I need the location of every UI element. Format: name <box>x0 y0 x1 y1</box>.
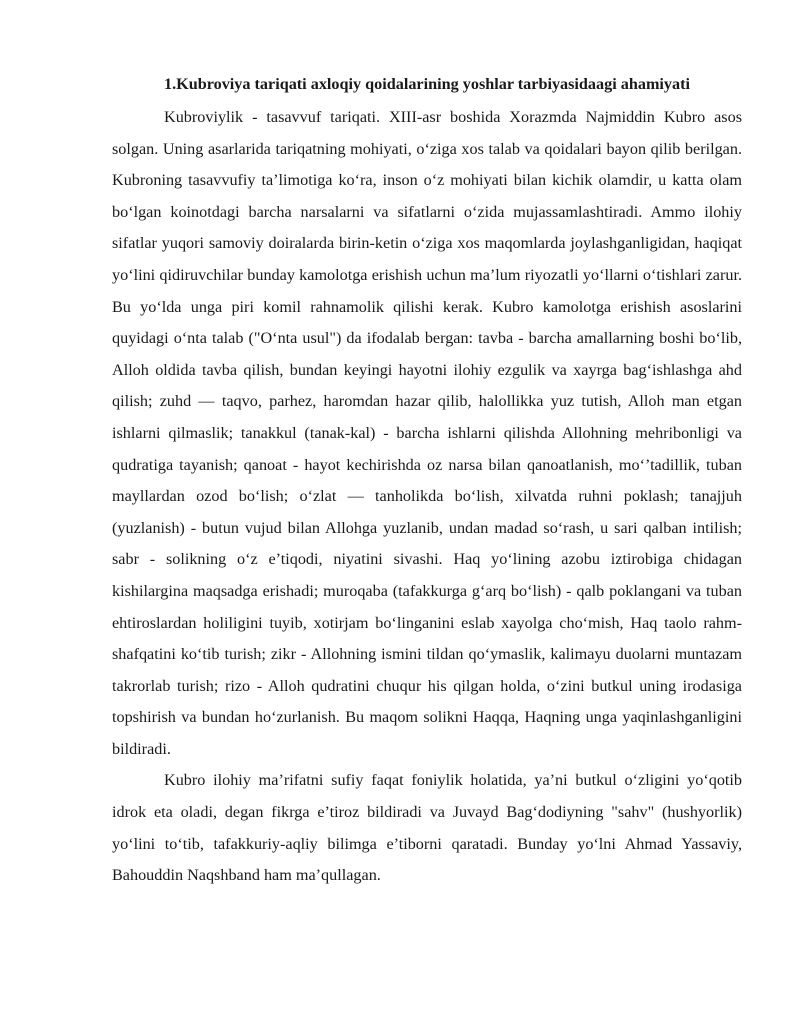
document-body <box>112 70 742 892</box>
page-title: 1.Kubroviya tariqati axloqiy qoidalarining yoshlar tarbiyasidaagi ahamiyati <box>163 75 691 93</box>
paragraph-2: Kubro ilohiy ma’rifatni sufiy faqat foniylik holatida, ya’ni butkul o‘zligini yo‘qotib idrok eta oladi, degan fikrga e’tiroz bildiradi va Juvayd Bag‘dodiyning "sahv" (hushyorlik) yo‘lini to‘tib, tafakkuriy-aqliy bilimga e’tiborni qaratadi. Bunday yo‘lni Ahmad Yassaviy, Bahouddin Naqshband ham ma’qullagan. <box>112 771 742 885</box>
paragraph-1: Kubroviylik - tasavvuf tariqati. XIII-asr boshida Xorazmda Najmiddin Kubro asos solgan. Uning asarlarida tariqatning mohiyati, o‘ziga xos talab va qoidalari bayon qilib berilgan. Kubroning tasavvufiy ta’limotiga ko‘ra, inson o‘z mohiyati bilan kichik olamdir, u katta olam bo‘lgan koinotdagi barcha narsalarni va sifatlarni o‘zida mujassamlashtiradi. Ammo ilohiy sifatlar yuqori samoviy doiralarda birin-ketin o‘ziga xos maqomlarda joylashganligidan, haqiqat yo‘lini qidiruvchilar bunday kamolotga erishish uchun ma’lum riyozatli yo‘llarni o‘tishlari zarur. Bu yo‘lda unga piri komil rahnamolik qilishi kerak. Kubro kamolotga erishish asoslarini quyidagi o‘nta talab ("O‘nta usul") da ifodalab bergan: tavba - barcha amallarning boshi bo‘lib, Alloh oldida tavba qilish, bundan keyingi hayotni ilohiy ezgulik va xayrga bag‘ishlashga ahd qilish; zuhd — taqvo, parhez, haromdan hazar qilib, halollikka yuz tutish, Alloh man etgan ishlarni qilmaslik; tanakkul (tanak-kal) - barcha ishlarni qilishda Allohning mehribonligi va qudratiga tayanish; qanoat - hayot kechirishda oz narsa bilan qanoatlanish, mo‘’tadillik, tuban mayllardan ozod bo‘lish; o‘zlat — tanholikda bo‘lish, xilvatda ruhni poklash; tanajjuh (yuzlanish) - butun vujud bilan Allohga yuzlanib, undan madad so‘rash, u sari qalban intilish; sabr - solikning o‘z e’tiqodi, niyatini sivashi. Haq yo‘lining azobu iztirobiga chidagan kishilargina maqsadga erishadi; muroqaba (tafakkurga g‘arq bo‘lish) - qalb poklangani va tuban ehtiroslardan holiligini tuyib, xotirjam bo‘linganini eslab xayolga cho‘mish, Haq taolo rahm-shafqatini ko‘tib turish; zikr - Allohning ismini tildan qo‘ymaslik, kalimayu duolarni muntazam takrorlab turish; rizo - Alloh qudratini chuqur his qilgan holda, o‘zini butkul uning irodasiga topshirish va bundan ho‘zurlanish. Bu maqom solikni Haqqa, Haqning unga yaqinlashganligini bildiradi. <box>112 108 742 758</box>
